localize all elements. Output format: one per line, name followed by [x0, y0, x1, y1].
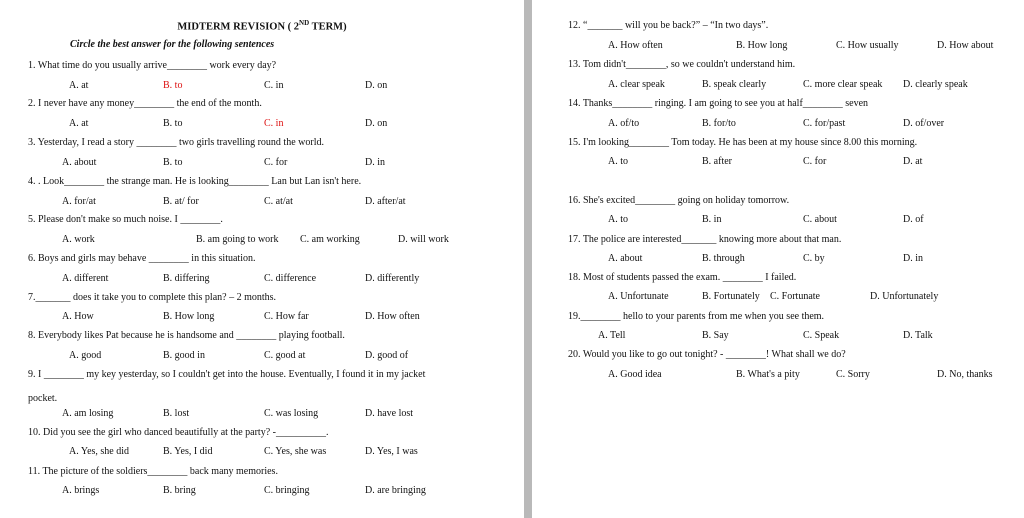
- answer-option-5-a: A. work: [62, 234, 95, 245]
- answer-option-11-a: A. brings: [62, 485, 100, 496]
- answer-option-14-c: C. for/past: [803, 118, 846, 129]
- answer-option-16-a: A. to: [608, 214, 628, 225]
- answer-option-5-b: B. am going to work: [196, 234, 279, 245]
- answer-option-20-a: A. Good idea: [608, 369, 662, 380]
- answer-option-13-a: A. clear speak: [608, 79, 665, 90]
- answer-option-12-b: B. How long: [736, 40, 788, 51]
- answer-option-19-c: C. Speak: [803, 330, 840, 341]
- answer-option-7-c: C. How far: [264, 311, 309, 322]
- title-superscript: ND: [299, 19, 310, 27]
- answer-option-1-a: A. at: [69, 80, 89, 91]
- question-18: 18. Most of students passed the exam. ________ I failed.: [568, 272, 797, 283]
- answer-option-11-c: C. bringing: [264, 485, 310, 496]
- answer-option-17-b: B. through: [702, 253, 745, 264]
- answer-option-8-b: B. good in: [163, 350, 205, 361]
- answer-option-15-d: D. at: [903, 156, 923, 167]
- question-20: 20. Would you like to go out tonight? - ________! What shall we do?: [568, 349, 846, 360]
- answer-option-1-d: D. on: [365, 80, 388, 91]
- answer-option-11-b: B. bring: [163, 485, 196, 496]
- answer-option-2-d: D. on: [365, 118, 388, 129]
- question-12: 12. “_______ will you be back?” – “In two days”.: [568, 20, 769, 31]
- answer-option-14-a: A. of/to: [608, 118, 640, 129]
- instruction: Circle the best answer for the following sentences: [70, 39, 275, 50]
- answer-option-18-b: B. Fortunately: [702, 291, 760, 302]
- answer-option-19-b: B. Say: [702, 330, 729, 341]
- title-text: MIDTERM REVISION ( 2: [177, 21, 300, 33]
- answer-option-2-a: A. at: [69, 118, 89, 129]
- answer-option-12-c: C. How usually: [836, 40, 899, 51]
- answer-option-2-c: C. in: [264, 118, 284, 129]
- answer-option-10-b: B. Yes, I did: [163, 446, 213, 457]
- answer-option-18-c: C. Fortunate: [770, 291, 820, 302]
- answer-option-4-c: C. at/at: [264, 196, 293, 207]
- question-19: 19.________ hello to your parents from me when you see them.: [568, 311, 825, 322]
- answer-option-7-b: B. How long: [163, 311, 215, 322]
- answer-option-16-d: D. of: [903, 214, 924, 225]
- answer-option-5-d: D. will work: [398, 234, 449, 245]
- answer-option-18-d: D. Unfortunately: [870, 291, 939, 302]
- answer-option-8-d: D. good of: [365, 350, 409, 361]
- answer-option-7-d: D. How often: [365, 311, 420, 322]
- question-16: 16. She's excited________ going on holiday tomorrow.: [568, 195, 790, 206]
- answer-option-1-b: B. to: [163, 80, 183, 91]
- question-9-continuation: pocket.: [28, 393, 58, 404]
- answer-option-6-c: C. difference: [264, 273, 317, 284]
- answer-option-15-b: B. after: [702, 156, 732, 167]
- answer-option-15-a: A. to: [608, 156, 628, 167]
- question-8: 8. Everybody likes Pat because he is handsome and ________ playing football.: [28, 330, 345, 341]
- answer-option-10-d: D. Yes, I was: [365, 446, 418, 457]
- answer-option-5-c: C. am working: [300, 234, 360, 245]
- question-6: 6. Boys and girls may behave ________ in this situation.: [28, 253, 256, 264]
- answer-option-20-d: D. No, thanks: [937, 369, 993, 380]
- answer-option-1-c: C. in: [264, 80, 284, 91]
- answer-option-15-c: C. for: [803, 156, 827, 167]
- answer-option-6-a: A. different: [62, 273, 109, 284]
- answer-option-13-c: C. more clear speak: [803, 79, 883, 90]
- answer-option-6-b: B. differing: [163, 273, 210, 284]
- title-end: TERM): [309, 21, 347, 33]
- answer-option-18-a: A. Unfortunate: [608, 291, 669, 302]
- answer-option-17-a: A. about: [608, 253, 643, 264]
- answer-option-3-a: A. about: [62, 157, 97, 168]
- answer-option-3-b: B. to: [163, 157, 183, 168]
- question-2: 2. I never have any money________ the end of the month.: [28, 98, 262, 109]
- answer-option-14-d: D. of/over: [903, 118, 945, 129]
- answer-option-4-d: D. after/at: [365, 196, 406, 207]
- answer-option-14-b: B. for/to: [702, 118, 736, 129]
- answer-option-12-a: A. How often: [608, 40, 663, 51]
- answer-option-2-b: B. to: [163, 118, 183, 129]
- answer-option-19-d: D. Talk: [903, 330, 933, 341]
- answer-option-11-d: D. are bringing: [365, 485, 426, 496]
- answer-option-3-d: D. in: [365, 157, 385, 168]
- answer-option-3-c: C. for: [264, 157, 288, 168]
- answer-option-17-c: C. by: [803, 253, 825, 264]
- answer-option-9-b: B. lost: [163, 408, 190, 419]
- question-3: 3. Yesterday, I read a story ________ two girls travelling round the world.: [28, 137, 324, 148]
- answer-option-20-b: B. What's a pity: [736, 369, 800, 380]
- answer-option-4-a: A. for/at: [62, 196, 96, 207]
- question-9: 9. I ________ my key yesterday, so I couldn't get into the house. Eventually, I found it in my jacket: [28, 369, 426, 380]
- answer-option-16-b: B. in: [702, 214, 722, 225]
- question-5: 5. Please don't make so much noise. I ________.: [28, 214, 223, 225]
- page-title: [0, 19, 524, 33]
- answer-option-7-a: A. How: [62, 311, 94, 322]
- answer-option-9-a: A. am losing: [62, 408, 114, 419]
- question-10: 10. Did you see the girl who danced beautifully at the party? -__________.: [28, 427, 329, 438]
- answer-option-10-a: A. Yes, she did: [69, 446, 130, 457]
- question-7: 7._______ does it take you to complete this plan? – 2 months.: [28, 292, 277, 303]
- answer-option-16-c: C. about: [803, 214, 837, 225]
- answer-option-9-c: C. was losing: [264, 408, 319, 419]
- answer-option-8-a: A. good: [69, 350, 102, 361]
- question-15: 15. I'm looking________ Tom today. He has been at my house since 8.00 this morning.: [568, 137, 918, 148]
- question-14: 14. Thanks________ ringing. I am going to see you at half________ seven: [568, 98, 869, 109]
- answer-option-8-c: C. good at: [264, 350, 306, 361]
- answer-option-17-d: D. in: [903, 253, 923, 264]
- answer-option-10-c: C. Yes, she was: [264, 446, 327, 457]
- answer-option-13-d: D. clearly speak: [903, 79, 968, 90]
- answer-option-13-b: B. speak clearly: [702, 79, 767, 90]
- answer-option-4-b: B. at/ for: [163, 196, 199, 207]
- answer-option-9-d: D. have lost: [365, 408, 414, 419]
- answer-option-19-a: A. Tell: [598, 330, 626, 341]
- question-1: 1. What time do you usually arrive________ work every day?: [28, 60, 277, 71]
- page-divider: [524, 0, 532, 518]
- question-17: 17. The police are interested_______ knowing more about that man.: [568, 234, 842, 245]
- question-11: 11. The picture of the soldiers________ back many memories.: [28, 466, 278, 477]
- answer-option-12-d: D. How about: [937, 40, 994, 51]
- question-4: 4. . Look________ the strange man. He is looking________ Lan but Lan isn't here.: [28, 176, 362, 187]
- right-page: [532, 0, 1024, 518]
- question-13: 13. Tom didn't________, so we couldn't understand him.: [568, 59, 796, 70]
- answer-option-6-d: D. differently: [365, 273, 420, 284]
- answer-option-20-c: C. Sorry: [836, 369, 870, 380]
